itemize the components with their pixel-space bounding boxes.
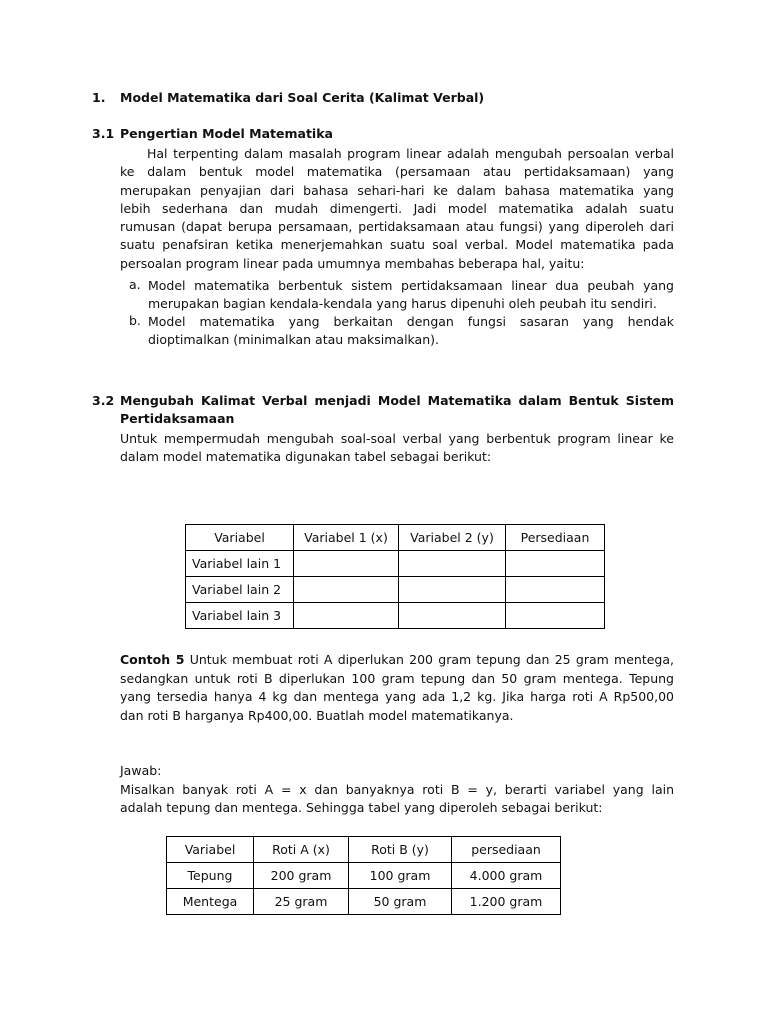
table-cell (399, 577, 506, 603)
paragraph-line: merupakan penyajian dari bahasa sehari-hari ke dalam bahasa matematika yang (120, 182, 674, 198)
section-3-1-paragraph (120, 145, 674, 273)
table-cell (506, 577, 605, 603)
table-cell (506, 603, 605, 629)
table-header-row (186, 525, 605, 551)
table-row (167, 889, 561, 915)
paragraph-line: Hal terpenting dalam masalah program linear adalah mengubah persoalan verbal (147, 146, 674, 161)
table-cell (294, 603, 399, 629)
table-header-cell: Variabel 2 (y) (399, 525, 506, 551)
answer-line: Misalkan banyak roti A = x dan banyaknya roti B = y, berarti variabel yang lain (120, 782, 674, 797)
list-marker-a: a. (129, 277, 141, 292)
list-item-line: merupakan bagian kendala-kendala yang harus dipenuhi oleh peubah itu sendiri. (148, 296, 657, 312)
table-header-cell: Variabel (167, 837, 254, 863)
example-line: yang tersedia hanya 4 kg dan mentega yang ada 1,2 kg. Jika harga roti A Rp500,00 (120, 689, 674, 705)
paragraph-line: dalam model matematika digunakan tabel sebagai berikut: (120, 449, 492, 465)
table-header-cell: Persediaan (506, 525, 605, 551)
table-cell: Variabel lain 2 (186, 577, 294, 603)
paragraph-line: rumusan (dapat berupa persamaan, pertidaksamaan atau fungsi) yang diperoleh dari (120, 219, 674, 235)
table-header-cell: Variabel 1 (x) (294, 525, 399, 551)
section-1-title: Model Matematika dari Soal Cerita (Kalimat Verbal) (120, 90, 485, 105)
paragraph-line: Untuk mempermudah mengubah soal-soal verbal yang berbentuk program linear ke (120, 431, 674, 446)
list-marker-b: b. (129, 313, 141, 328)
table-row (186, 551, 605, 577)
answer-line: adalah tepung dan mentega. Sehingga tabel yang diperoleh sebagai berikut: (120, 800, 603, 816)
table-header-cell: persediaan (452, 837, 561, 863)
answer-label: Jawab: (120, 763, 162, 778)
table-cell: Tepung (167, 863, 254, 889)
list-item-b (148, 313, 674, 350)
section-3-1-number: 3.1 (92, 126, 115, 141)
table-cell: Mentega (167, 889, 254, 915)
table-row (186, 603, 605, 629)
section-3-2-number: 3.2 (92, 393, 115, 408)
paragraph-line: persoalan program linear pada umumnya membahas beberapa hal, yaitu: (120, 255, 585, 271)
variable-template-table (185, 524, 605, 629)
list-item-line: dioptimalkan (minimalkan atau maksimalkan). (148, 332, 439, 348)
table-cell: 1.200 gram (452, 889, 561, 915)
table-header-cell: Roti A (x) (254, 837, 349, 863)
table-header-row (167, 837, 561, 863)
section-3-2-title-cont: Pertidaksamaan (120, 411, 235, 426)
list-item-line: Model matematika berbentuk sistem pertidaksamaan linear dua peubah yang (148, 278, 674, 293)
table-cell (506, 551, 605, 577)
table-cell: 50 gram (349, 889, 452, 915)
table-cell: 25 gram (254, 889, 349, 915)
table-cell: 200 gram (254, 863, 349, 889)
section-3-2-paragraph (120, 430, 674, 467)
paragraph-line: lebih sederhana dan mudah dimengerti. Jadi model matematika adalah suatu (120, 200, 674, 216)
table-cell: Variabel lain 3 (186, 603, 294, 629)
table-cell (399, 603, 506, 629)
answer-paragraph (120, 781, 674, 818)
table-cell: Variabel lain 1 (186, 551, 294, 577)
table-cell: 100 gram (349, 863, 452, 889)
list-item-a (148, 277, 674, 314)
table-cell (399, 551, 506, 577)
paragraph-line: ke dalam bentuk model matematika (persamaan atau pertidaksamaan) yang (120, 164, 674, 180)
example-line: sedangkan untuk roti B diperlukan 100 gram tepung dan 50 gram mentega. Tepung (120, 671, 674, 686)
table-header-cell: Roti B (y) (349, 837, 452, 863)
table-row (186, 577, 605, 603)
table-cell: 4.000 gram (452, 863, 561, 889)
roti-table (166, 836, 561, 915)
table-row (167, 863, 561, 889)
section-3-2-title: Mengubah Kalimat Verbal menjadi Model Matematika dalam Bentuk Sistem (120, 393, 674, 408)
paragraph-line: suatu penafsiran ketika menerjemahkan suatu soal verbal. Model matematika pada (120, 237, 674, 253)
list-item-line: Model matematika yang berkaitan dengan fungsi sasaran yang hendak (148, 314, 674, 329)
table-cell (294, 577, 399, 603)
section-3-1-title: Pengertian Model Matematika (120, 126, 333, 141)
example-paragraph (120, 670, 674, 725)
example-label: Contoh 5 (120, 652, 185, 667)
table-header-cell: Variabel (186, 525, 294, 551)
example-line: dan roti B harganya Rp400,00. Buatlah model matematikanya. (120, 707, 514, 723)
section-1-number: 1. (92, 90, 106, 105)
table-cell (294, 551, 399, 577)
example-first-line (120, 652, 674, 667)
example-text: Untuk membuat roti A diperlukan 200 gram tepung dan 25 gram mentega, (189, 652, 674, 667)
